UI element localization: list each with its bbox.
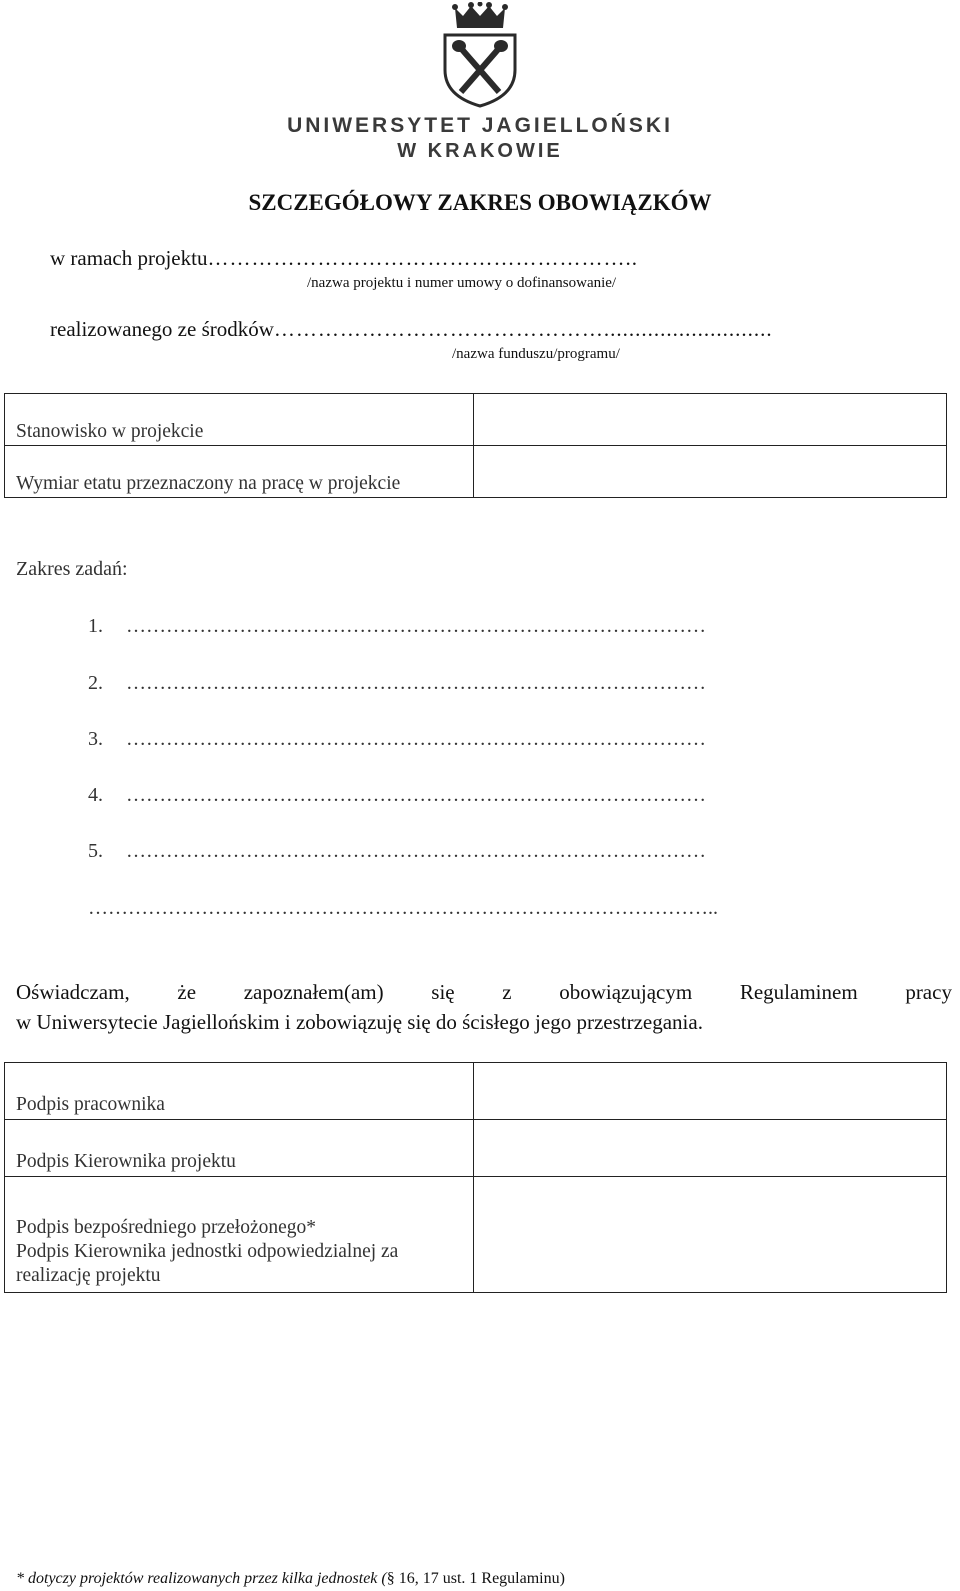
funding-dots: ………………………………………...........................	[273, 317, 773, 341]
statement-line-1	[16, 977, 952, 1007]
task-dots: ……………………………………………………………………………	[126, 615, 706, 637]
statement-word: Regulaminem	[739, 980, 858, 1004]
project-dots: …………………………………………………..	[207, 246, 638, 270]
footnote	[16, 1570, 565, 1588]
task-number: 3.	[88, 728, 103, 750]
signature-supervisor-cell	[5, 1177, 474, 1293]
project-caption: /nazwa projektu i numer umowy o dofinansowanie/	[307, 275, 617, 291]
task-item-1	[88, 615, 706, 638]
statement-word: obowiązującym	[559, 980, 693, 1004]
signature-employee-field[interactable]	[474, 1063, 947, 1120]
statement-word: się	[431, 980, 455, 1004]
statement-word: że	[177, 980, 197, 1004]
statement-word: Oświadczam,	[16, 980, 130, 1004]
logo-line-1: UNIWERSYTET JAGIELLOŃSKI	[287, 114, 673, 137]
task-item-4	[88, 784, 706, 807]
signature-row-employee	[5, 1063, 947, 1120]
task-number: 5.	[88, 840, 103, 862]
position-label: Stanowisko w projekcie	[5, 394, 474, 446]
task-dots: ……………………………………………………………………………	[126, 672, 706, 694]
task-item-3	[88, 728, 706, 751]
funding-line	[50, 317, 910, 342]
tasks-heading: Zakres zadań:	[16, 558, 128, 580]
statement-word: z	[502, 980, 512, 1004]
logo-line-2: W KRAKOWIE	[397, 140, 563, 162]
task-extra-dots: …………………………………………………………………………………..	[88, 897, 718, 919]
statement-word: pracy	[905, 980, 952, 1004]
statement	[16, 977, 952, 1037]
signature-row-supervisor	[5, 1177, 947, 1293]
statement-word: zapoznałem(am)	[243, 980, 384, 1004]
position-value-field[interactable]	[474, 394, 947, 446]
signature-table	[4, 1062, 947, 1293]
statement-line-2: w Uniwersytecie Jagiellońskim i zobowiązuję się do ścisłego jego przestrzegania.	[16, 1010, 703, 1034]
project-line	[50, 246, 910, 271]
position-table	[4, 393, 947, 498]
task-number: 4.	[88, 784, 103, 806]
task-item-2	[88, 672, 706, 695]
signature-supervisor-field[interactable]	[474, 1177, 947, 1293]
task-dots: ……………………………………………………………………………	[126, 728, 706, 750]
project-label: w ramach projektu	[50, 246, 208, 270]
workload-row	[5, 446, 947, 498]
funding-label: realizowanego ze środków	[50, 317, 274, 341]
workload-label: Wymiar etatu przeznaczony na pracę w projekcie	[5, 446, 474, 498]
signature-row-manager	[5, 1120, 947, 1177]
signature-employee-label: Podpis pracownika	[5, 1063, 474, 1120]
funding-caption: /nazwa funduszu/programu/	[452, 346, 620, 362]
footnote-paragraph-sign: §	[386, 1570, 395, 1587]
signature-manager-field[interactable]	[474, 1120, 947, 1177]
position-row	[5, 394, 947, 446]
footnote-reference: 16, 17 ust. 1 Regulaminu)	[394, 1570, 565, 1587]
task-dots: ……………………………………………………………………………	[126, 840, 706, 862]
signature-unit-head-label: Podpis Kierownika jednostki odpowiedzialnej za realizację projektu	[16, 1241, 399, 1286]
signature-manager-label: Podpis Kierownika projektu	[5, 1120, 474, 1177]
task-item-5	[88, 840, 706, 863]
document-title: SZCZEGÓŁOWY ZAKRES OBOWIĄZKÓW	[248, 190, 712, 215]
university-logo	[0, 0, 960, 170]
task-number: 1.	[88, 615, 103, 637]
task-dots: ……………………………………………………………………………	[126, 784, 706, 806]
task-number: 2.	[88, 672, 103, 694]
crest-icon	[437, 2, 523, 108]
workload-value-field[interactable]	[474, 446, 947, 498]
signature-supervisor-label: Podpis bezpośredniego przełożonego*	[16, 1217, 317, 1238]
footnote-italic: * dotyczy projektów realizowanych przez kilka jednostek (	[16, 1570, 387, 1587]
